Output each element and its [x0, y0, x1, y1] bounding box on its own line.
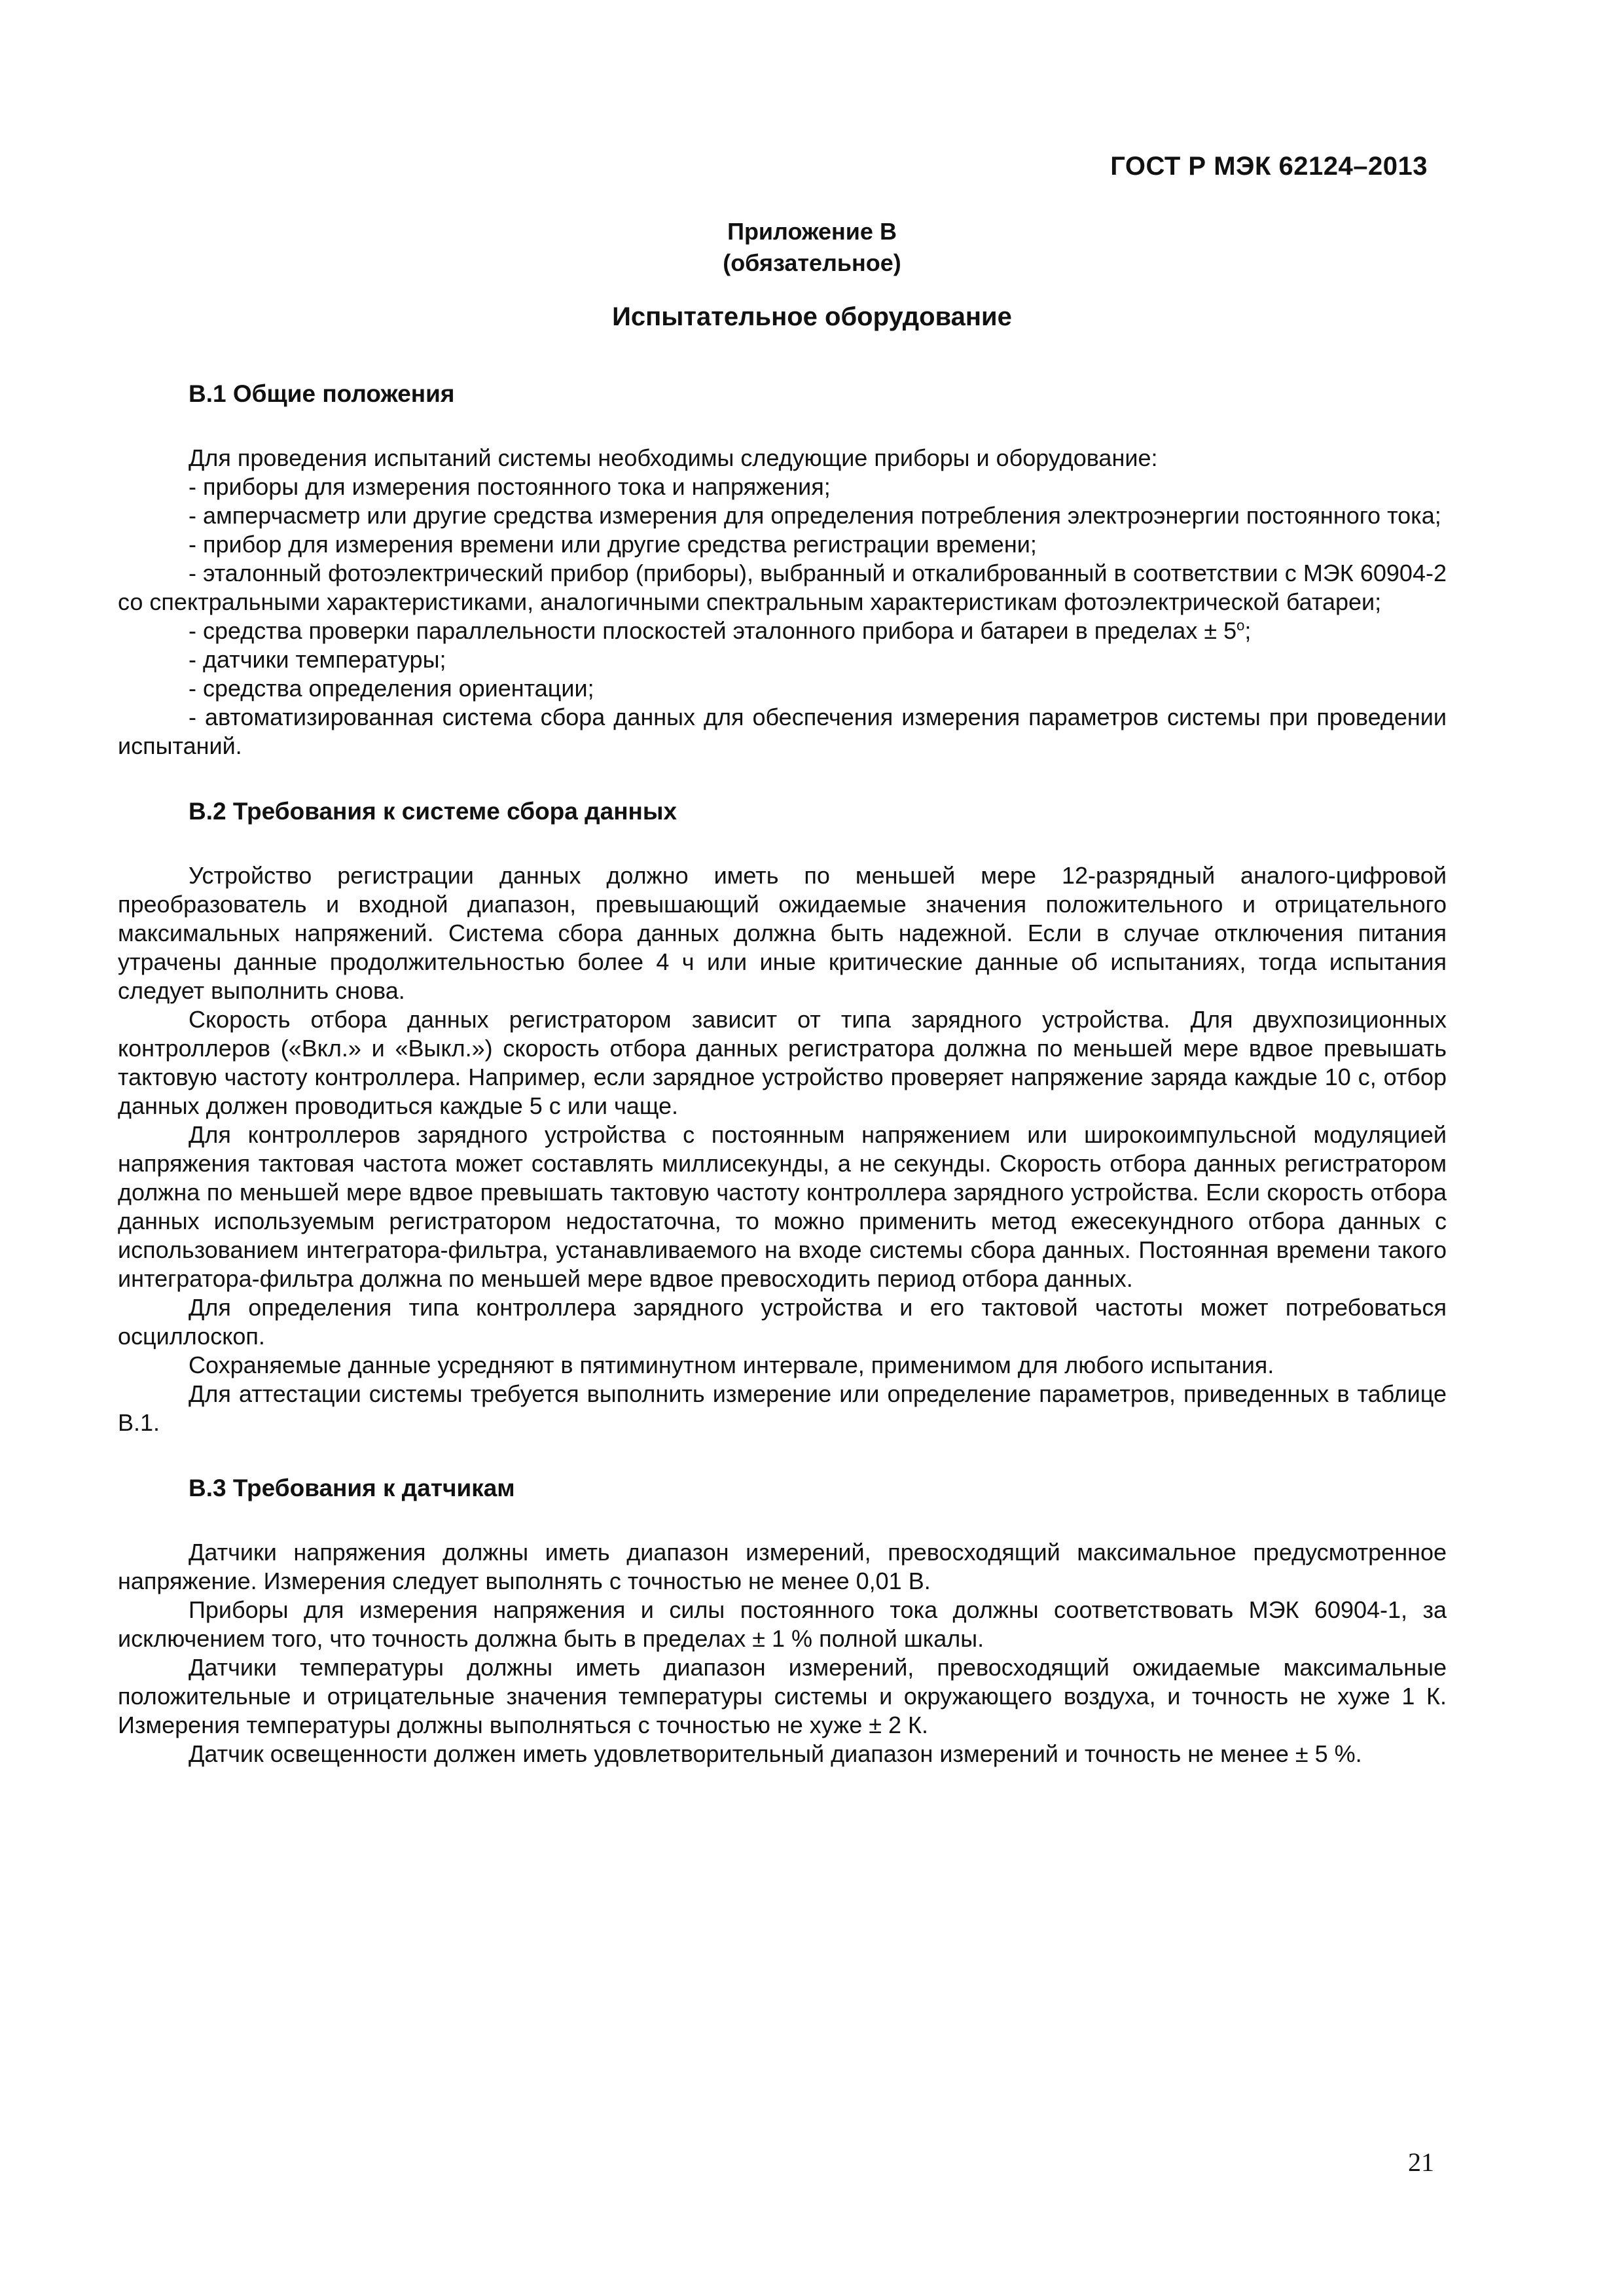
list-item: - датчики температуры; [189, 646, 446, 673]
list-item: - эталонный фотоэлектрический прибор (приборы), выбранный и откалиброванный в соответствии с МЭК 60904-2 со спектральными характеристиками, аналогичными спектральным характеристикам фотоэлектрической батареи; [118, 560, 1447, 615]
degree-superscript: о [1236, 617, 1245, 634]
list-item-text: - средства проверки параллельности плоскостей эталонного прибора и батареи в пределах ± 5 [189, 617, 1237, 644]
paragraph: Датчики температуры должны иметь диапазон измерений, превосходящий ожидаемые максимальные положительные и отрицательные значения температуры системы и окружающего воздуха, и точность не хуже 1 К. Измерения температуры должны выполняться с точностью не хуже ± 2 К. [118, 1654, 1447, 1738]
list-item: - автоматизированная система сбора данных для обеспечения измерения параметров системы при проведении испытаний. [118, 704, 1447, 759]
paragraph: Для аттестации системы требуется выполнить измерение или определение параметров, приведенных в таблице В.1. [118, 1380, 1447, 1436]
paragraph: Устройство регистрации данных должно иметь по меньшей мере 12-разрядный аналого-цифровой преобразователь и входной диапазон, превышающий ожидаемые значения положительного и отрицательного максимальных напряжений. Система сбора данных должна быть надежной. Если в случае отключения питания утрачены данные продолжительностью более 4 ч или иные критические данные об испытаниях, тогда испытания следует выполнить снова. [118, 862, 1447, 1004]
paragraph: Сохраняемые данные усредняют в пятиминутном интервале, применимом для любого испытания. [189, 1352, 1274, 1378]
list-item: - амперчасметр или другие средства измерения для определения потребления электроэнергии постоянного тока; [189, 502, 1441, 529]
section-b1 [118, 380, 1447, 761]
section-heading: В.1 Общие положения [189, 380, 455, 407]
list-item [118, 617, 1447, 645]
paragraph: Датчики напряжения должны иметь диапазон измерений, превосходящий максимальное предусмотренное напряжение. Измерения следует выполнять с точностью не менее 0,01 В. [118, 1539, 1447, 1594]
list-item: - приборы для измерения постоянного тока и напряжения; [189, 473, 831, 500]
section-b2 [118, 797, 1447, 1437]
section-intro: Для проведения испытаний системы необходимы следующие приборы и оборудование: [189, 444, 1158, 471]
appendix-status: (обязательное) [723, 249, 901, 276]
document-title: Испытательное оборудование [612, 302, 1012, 331]
section-heading: В.3 Требования к датчикам [189, 1475, 515, 1501]
appendix-block [0, 216, 1624, 279]
appendix-title: Приложение В [727, 218, 897, 245]
list-item: - средства определения ориентации; [189, 675, 594, 702]
paragraph: Приборы для измерения напряжения и силы постоянного тока должны соответствовать МЭК 60904-1, за исключением того, что точность должна быть в пределах ± 1 % полной шкалы. [118, 1596, 1447, 1652]
paragraph: Скорость отбора данных регистратором зависит от типа зарядного устройства. Для двухпозиционных контроллеров («Вкл.» и «Выкл.») скорость отбора данных регистратора должна по меньшей мере вдвое превышать тактовую частоту контроллера. Например, если зарядное устройство проверяет напряжение заряда каждые 10 с, отбор данных должен проводиться каждые 5 с или чаще. [118, 1006, 1447, 1119]
paragraph: Датчик освещенности должен иметь удовлетворительный диапазон измерений и точность не менее ± 5 %. [189, 1740, 1362, 1767]
section-heading: В.2 Требования к системе сбора данных [189, 798, 677, 825]
document-body [118, 380, 1447, 1805]
standard-code: ГОСТ Р МЭК 62124–2013 [1110, 152, 1428, 181]
paragraph: Для определения типа контроллера зарядного устройства и его тактовой частоты может потребоваться осциллоскоп. [118, 1294, 1447, 1350]
list-item: - прибор для измерения времени или другие средства регистрации времени; [189, 531, 1037, 558]
list-item-tail: ; [1244, 617, 1252, 644]
page-number: 21 [1408, 2147, 1434, 2177]
section-b3 [118, 1474, 1447, 1768]
paragraph: Для контроллеров зарядного устройства с постоянным напряжением или широкоимпульсной модуляцией напряжения тактовая частота может составлять миллисекунды, а не секунды. Скорость отбора данных регистратором должна по меньшей мере вдвое превышать тактовую частоту контроллера зарядного устройства. Если скорость отбора данных используемым регистратором недостаточна, то можно применить метод ежесекундного отбора данных с использованием интегратора-фильтра, устанавливаемого на входе системы сбора данных. Постоянная времени такого интегратора-фильтра должна по меньшей мере вдвое превосходить период отбора данных. [118, 1121, 1447, 1292]
